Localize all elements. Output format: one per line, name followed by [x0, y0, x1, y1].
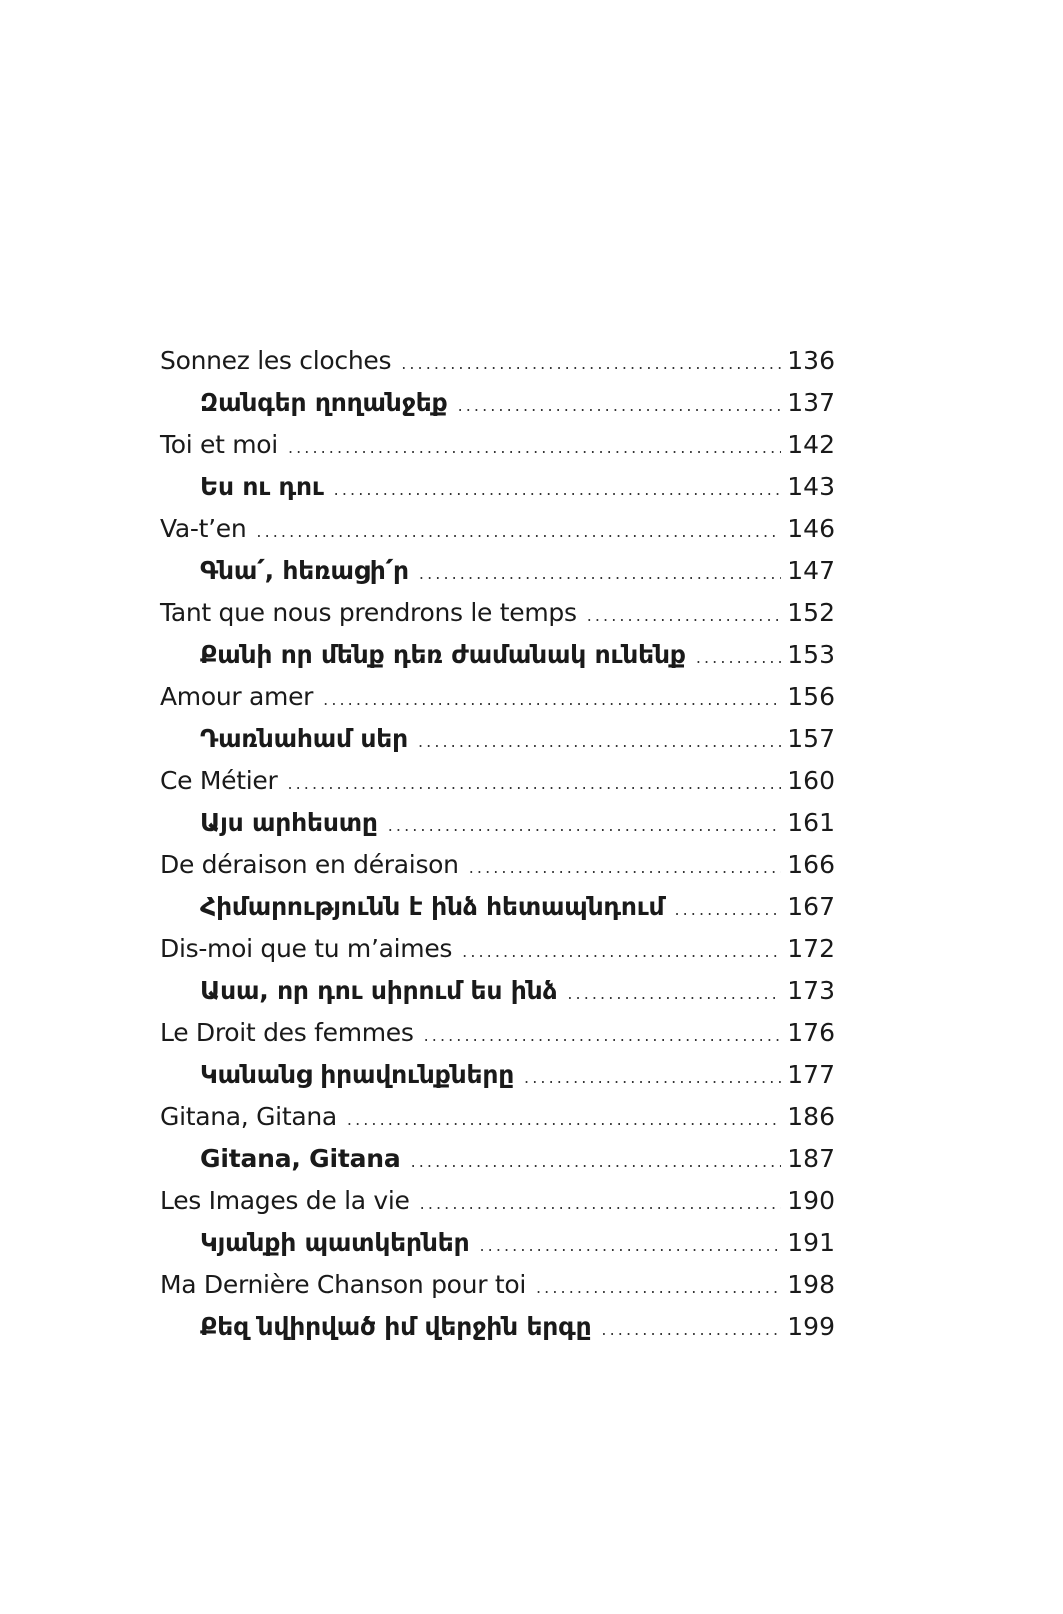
- toc-entry-page: 199: [787, 1312, 835, 1341]
- dot-leader: [419, 553, 781, 595]
- toc-entry-title: Կանանց իրավունքները: [200, 1060, 515, 1089]
- toc-entry-title: Dis-moi que tu m’aimes: [160, 934, 453, 963]
- toc-entry-page: 176: [787, 1018, 835, 1047]
- dot-leader: [674, 889, 781, 931]
- dot-leader: [462, 931, 781, 973]
- toc-entry-title: Sonnez les cloches: [160, 346, 392, 375]
- toc-entry-title: Ես ու դու: [200, 472, 324, 501]
- toc-entry-page: 147: [787, 556, 835, 585]
- dot-leader: [469, 847, 782, 889]
- dot-leader: [536, 1267, 781, 1309]
- toc-entry: [160, 1180, 835, 1222]
- toc-entry-page: 153: [787, 640, 835, 669]
- toc-entry-title: Կյանքի պատկերներ: [200, 1228, 470, 1257]
- toc-entry-page: 172: [787, 934, 835, 963]
- toc-entry-page: 161: [787, 808, 835, 837]
- toc-entry-title: Քանի որ մենք դեռ ժամանակ ունենք: [200, 640, 686, 669]
- toc-entry-title: Le Droit des femmes: [160, 1018, 414, 1047]
- dot-leader: [388, 805, 782, 847]
- toc-entry: [160, 634, 835, 676]
- dot-leader: [524, 1057, 781, 1099]
- toc-entry-page: 187: [787, 1144, 835, 1173]
- toc-entry: [160, 718, 835, 760]
- toc-entry-page: 160: [787, 766, 835, 795]
- toc-entry-page: 190: [787, 1186, 835, 1215]
- toc-entry-title: Toi et moi: [160, 430, 278, 459]
- dot-leader: [424, 1015, 782, 1057]
- toc-entry-page: 198: [787, 1270, 835, 1299]
- dot-leader: [587, 595, 782, 637]
- toc-entry: [160, 970, 835, 1012]
- dot-leader: [567, 973, 781, 1015]
- toc-entry-page: 143: [787, 472, 835, 501]
- toc-entry: [160, 592, 835, 634]
- toc-entry-page: 146: [787, 514, 835, 543]
- dot-leader: [334, 469, 782, 511]
- dot-leader: [288, 427, 781, 469]
- toc-entry-title: Քեզ նվիրված իմ վերջին երգը: [200, 1312, 592, 1341]
- dot-leader: [287, 763, 781, 805]
- dot-leader: [458, 385, 782, 427]
- toc-entry: [160, 1096, 835, 1138]
- table-of-contents: [160, 340, 835, 1348]
- toc-entry-title: Gitana, Gitana: [160, 1102, 337, 1131]
- toc-entry: [160, 340, 835, 382]
- toc-entry-page: 167: [787, 892, 835, 921]
- toc-entry: [160, 886, 835, 928]
- dot-leader: [696, 637, 781, 679]
- toc-entry-page: 136: [787, 346, 835, 375]
- toc-entry-title: Amour amer: [160, 682, 314, 711]
- toc-entry: [160, 1264, 835, 1306]
- dot-leader: [479, 1225, 781, 1267]
- dot-leader: [401, 343, 781, 385]
- toc-entry-page: 157: [787, 724, 835, 753]
- toc-entry-title: Tant que nous prendrons le temps: [160, 598, 577, 627]
- toc-entry-page: 186: [787, 1102, 835, 1131]
- toc-entry: [160, 760, 835, 802]
- toc-entry: [160, 802, 835, 844]
- toc-entry-page: 166: [787, 850, 835, 879]
- dot-leader: [256, 511, 781, 553]
- toc-entry-title: Դառնահամ սեր: [200, 724, 408, 753]
- toc-entry-page: 177: [787, 1060, 835, 1089]
- toc-entry-title: Ma Dernière Chanson pour toi: [160, 1270, 526, 1299]
- toc-entry-page: 137: [787, 388, 835, 417]
- toc-entry: [160, 1306, 835, 1348]
- toc-entry: [160, 1054, 835, 1096]
- toc-entry-page: 142: [787, 430, 835, 459]
- toc-entry-title: Les Images de la vie: [160, 1186, 410, 1215]
- toc-entry: [160, 1012, 835, 1054]
- toc-entry-title: Այս արհեստը: [200, 808, 378, 837]
- toc-entry-title: Ce Métier: [160, 766, 278, 795]
- dot-leader: [323, 679, 781, 721]
- toc-entry: [160, 424, 835, 466]
- dot-leader: [418, 721, 781, 763]
- toc-entry-page: 173: [787, 976, 835, 1005]
- toc-entry: [160, 466, 835, 508]
- toc-entry: [160, 550, 835, 592]
- toc-entry-page: 191: [787, 1228, 835, 1257]
- toc-entry-title: Հիմարությունն է ինձ հետապնդում: [200, 892, 665, 921]
- dot-leader: [601, 1309, 781, 1351]
- toc-entry: [160, 1222, 835, 1264]
- toc-entry: [160, 844, 835, 886]
- toc-entry-title: Գնա՛, հեռացի՛ր: [200, 556, 409, 585]
- dot-leader: [411, 1141, 782, 1183]
- toc-entry: [160, 928, 835, 970]
- toc-entry-title: Ասա, որ դու սիրում ես ինձ: [200, 976, 558, 1005]
- toc-entry-page: 156: [787, 682, 835, 711]
- dot-leader: [420, 1183, 782, 1225]
- toc-entry: [160, 676, 835, 718]
- toc-entry-title: Va-t’en: [160, 514, 247, 543]
- toc-entry: [160, 382, 835, 424]
- toc-entry: [160, 508, 835, 550]
- toc-entry: [160, 1138, 835, 1180]
- dot-leader: [347, 1099, 781, 1141]
- toc-entry-title: De déraison en déraison: [160, 850, 459, 879]
- toc-entry-page: 152: [787, 598, 835, 627]
- toc-entry-title: Gitana, Gitana: [200, 1144, 401, 1173]
- toc-entry-title: Զանգեր ղողանջեք: [200, 388, 448, 417]
